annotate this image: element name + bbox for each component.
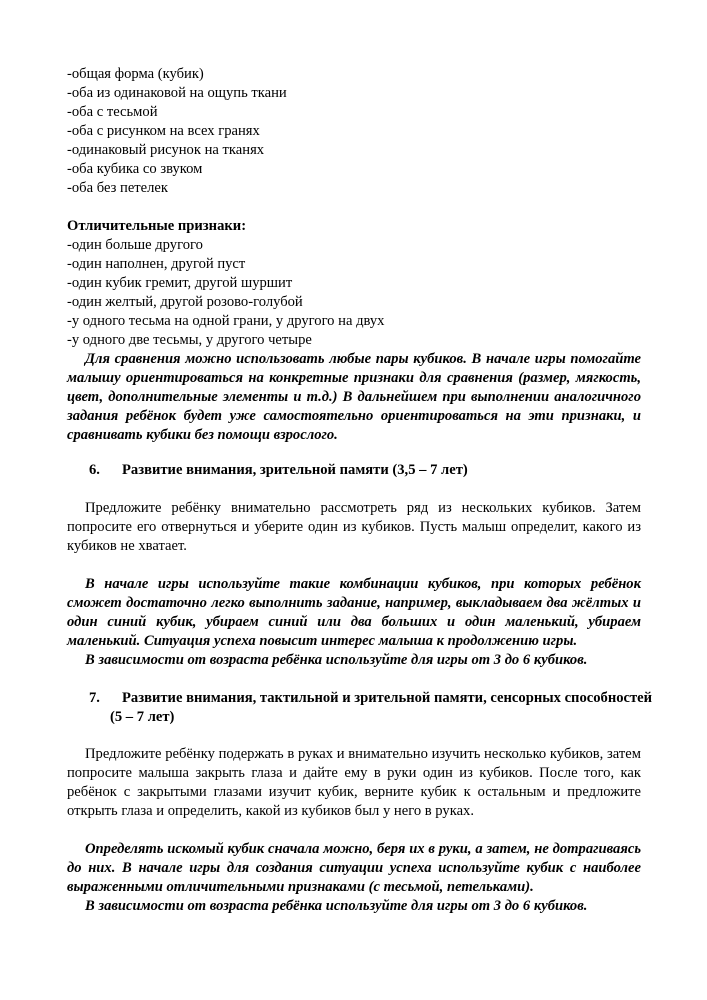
section-6-number: 6. (89, 462, 100, 478)
section-6-paragraph: Предложите ребёнку внимательно рассмотреть ряд из нескольких кубиков. Затем попросите его отвернуться и уберите один из кубиков. Пусть малыш определит, какого из кубиков не хватает. (67, 500, 641, 554)
list-item: -один желтый, другой розово-голубой (67, 294, 303, 310)
section-7-note: Определять искомый кубик сначала можно, беря их в руки, а затем, не дотрагиваясь до них. В начале игры для создания ситуации успеха используйте кубик с наиболее выраженными отличительными признаками (с тесьмой, петельками). (67, 841, 641, 895)
list-item: -одинаковый рисунок на тканях (67, 142, 265, 158)
list-item: -оба без петелек (67, 180, 169, 196)
section-6-note: В начале игры используйте такие комбинации кубиков, при которых ребёнок сможет достаточно легко выполнить задание, например, выкладываем два жёлтых и один синий кубик, убираем синий или два больших и один маленький, убираем маленький. Ситуация успеха повысит интерес малыша к продолжению игры. (67, 576, 641, 649)
distinct-features-heading: Отличительные признаки: (67, 218, 247, 234)
similar-features-list (67, 65, 641, 198)
section-7-number: 7. (89, 690, 100, 706)
list-item: -один больше другого (67, 237, 203, 253)
section-7-title-line2: (5 – 7 лет) (110, 709, 175, 725)
list-item: -оба кубика со звуком (67, 161, 203, 177)
list-item: -оба с рисунком на всех гранях (67, 123, 260, 139)
distinct-features-block (67, 217, 641, 350)
list-item: -один наполнен, другой пуст (67, 256, 246, 272)
list-item: -оба с тесьмой (67, 104, 158, 120)
list-item: -один кубик гремит, другой шуршит (67, 275, 293, 291)
list-item: -у одного две тесьмы, у другого четыре (67, 332, 312, 348)
compare-note: Для сравнения можно использовать любые пары кубиков. В начале игры помогайте малышу ориентироваться на конкретные признаки для сравнения (размер, мягкость, цвет, дополнительные элементы и т.д.) В дальнейшем при выполнении аналогичного задания ребёнок будет уже самостоятельно ориентироваться на эти признаки, и сравнивать кубики без помощи взрослого. (67, 351, 641, 443)
list-item: -общая форма (кубик) (67, 66, 204, 82)
list-item: -оба из одинаковой на ощупь ткани (67, 85, 287, 101)
list-item: -у одного тесьма на одной грани, у другого на двух (67, 313, 385, 329)
section-7-title-line1: Развитие внимания, тактильной и зрительной памяти, сенсорных способностей (122, 690, 653, 706)
section-7-age-note: В зависимости от возраста ребёнка используйте для игры от 3 до 6 кубиков. (85, 898, 588, 914)
section-6-age-note: В зависимости от возраста ребёнка используйте для игры от 3 до 6 кубиков. (85, 652, 588, 668)
section-7-paragraph: Предложите ребёнку подержать в руках и внимательно изучить несколько кубиков, затем попросите малыша закрыть глаза и дайте ему в руки один из кубиков. После того, как ребёнок с закрытыми глазами изучит кубик, верните кубик к остальным и предложите открыть глаза и определить, какой из кубиков был у него в руках. (67, 746, 641, 819)
section-6-title: Развитие внимания, зрительной памяти (3,5 – 7 лет) (122, 462, 468, 478)
